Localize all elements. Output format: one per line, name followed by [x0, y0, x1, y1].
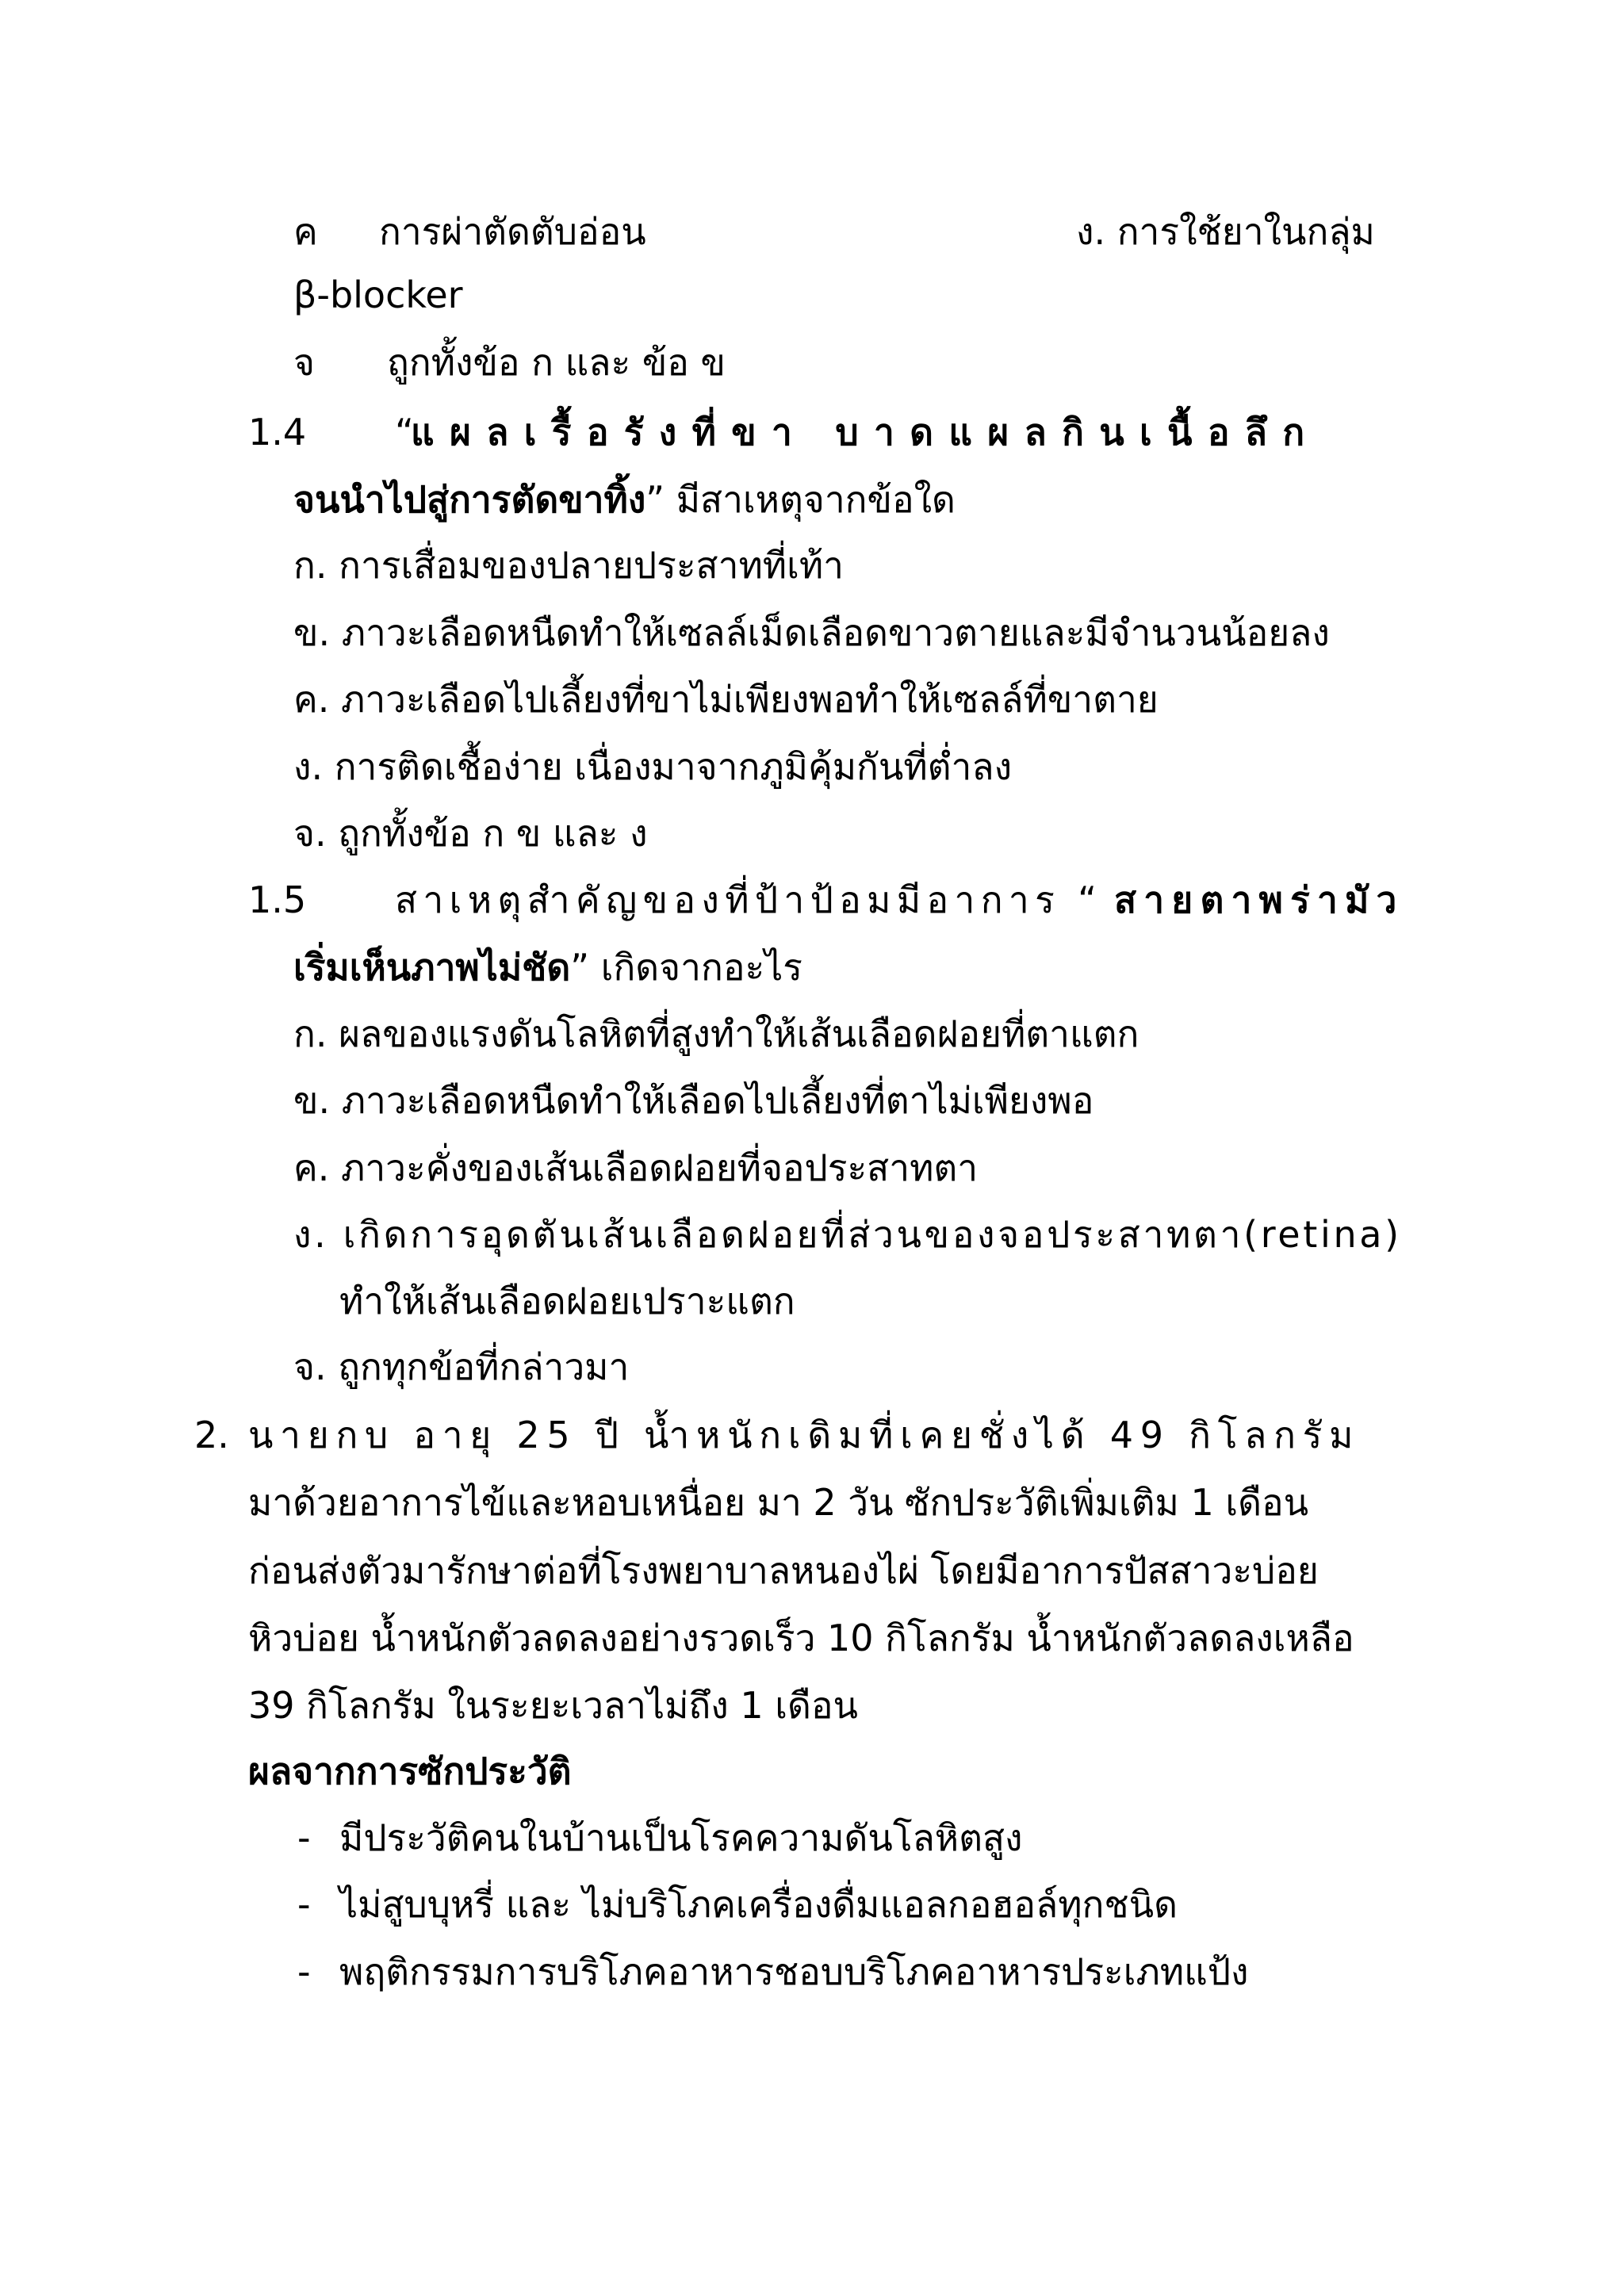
- q1-5-question-rest: ” เกิดจากอะไร: [570, 946, 802, 989]
- q1-5-option-e: จ. ถูกทุกข้อที่กล่าวมา: [293, 1345, 630, 1388]
- q2-line1: นายกบ อายุ 25 ปี น้ำหนักเดิมที่เคยชั่งได้ 49 กิโลกรัม: [248, 1414, 1361, 1456]
- q1-5-option-a: ก. ผลของแรงดันโลหิตที่สูงทำให้เส้นเลือดฝอยที่ตาแตก: [293, 1012, 1139, 1055]
- q1-3-option-c-text: การผ่าตัดตับอ่อน: [379, 210, 646, 253]
- history-item-3: พฤติกรรมการบริโภคอาหารชอบบริโภคอาหารประเภทแป้ง: [339, 1950, 1249, 1993]
- q1-4-bold-part2: จนนำไปสู่การตัดขาทิ้ง: [293, 478, 646, 521]
- q1-3-option-d: ง. การใช้ยาในกลุ่ม: [1076, 210, 1375, 253]
- q1-5-lead: สาเหตุสำคัญของที่ป้าป้อมมีอาการ “: [395, 878, 1103, 921]
- q1-3-option-e-letter: จ: [293, 341, 315, 384]
- q1-5-option-d-line2: ทำให้เส้นเลือดฝอยเปราะแตก: [339, 1280, 795, 1322]
- q1-4-option-b: ข. ภาวะเลือดหนืดทำให้เซลล์เม็ดเลือดขาวตายและมีจำนวนน้อยลง: [293, 611, 1330, 654]
- q1-4-bold-part1: แผลเรื้อรังที่ขา บาดแผลกินเนื้อลึก: [411, 411, 1320, 453]
- q2-line2: มาด้วยอาการไข้และหอบเหนื่อย มา 2 วัน ซักประวัติเพิ่มเติม 1 เดือน: [248, 1481, 1309, 1524]
- bullet-dash: -: [297, 1883, 311, 1926]
- q1-4-number: 1.4: [248, 411, 307, 453]
- beta-blocker-text: β-blocker: [293, 274, 463, 316]
- q2-line5: 39 กิโลกรัม ในระยะเวลาไม่ถึง 1 เดือน: [248, 1684, 858, 1727]
- history-item-2: ไม่สูบบุหรี่ และ ไม่บริโภคเครื่องดื่มแอลกอฮอล์ทุกชนิด: [339, 1883, 1178, 1926]
- q1-5-option-d-line1: ง. เกิดการอุดตันเส้นเลือดฝอยที่ส่วนของจอประสาทตา(retina): [293, 1213, 1402, 1256]
- history-item-1: มีประวัติคนในบ้านเป็นโรคความดันโลหิตสูง: [339, 1816, 1023, 1859]
- q2-line4: หิวบ่อย น้ำหนักตัวลดลงอย่างรวดเร็ว 10 กิโลกรัม น้ำหนักตัวลดลงเหลือ: [248, 1617, 1354, 1659]
- q1-5-option-b: ข. ภาวะเลือดหนืดทำให้เลือดไปเลี้ยงที่ตาไม่เพียงพอ: [293, 1079, 1094, 1122]
- q2-number: 2.: [194, 1414, 229, 1456]
- q1-5-number: 1.5: [248, 878, 307, 921]
- q1-4-option-e: จ. ถูกทั้งข้อ ก ข และ ง: [293, 812, 648, 855]
- q1-5-bold-part1: สายตาพร่ามัว: [1114, 878, 1404, 921]
- bullet-dash: -: [297, 1816, 311, 1859]
- history-heading: ผลจากการซักประวัติ: [248, 1750, 572, 1793]
- q1-4-option-a: ก. การเสื่อมของปลายประสาทที่เท้า: [293, 544, 844, 587]
- q1-3-option-c-letter: ค: [293, 210, 318, 253]
- q1-4-option-d: ง. การติดเชื้อง่าย เนื่องมาจากภูมิคุ้มกันที่ต่ำลง: [293, 745, 1013, 788]
- q1-5-option-c: ค. ภาวะคั่งของเส้นเลือดฝอยที่จอประสาทตา: [293, 1146, 979, 1189]
- q1-4-question-rest: ” มีสาเหตุจากข้อใด: [645, 478, 956, 521]
- q2-line3: ก่อนส่งตัวมารักษาต่อที่โรงพยาบาลหนองไผ่ โดยมีอาการปัสสาวะบ่อย: [248, 1549, 1319, 1592]
- q1-4-option-c: ค. ภาวะเลือดไปเลี้ยงที่ขาไม่เพียงพอทำให้เซลล์ที่ขาตาย: [293, 678, 1159, 721]
- q1-4-quote-open: “: [395, 411, 414, 453]
- bullet-dash: -: [297, 1950, 311, 1993]
- q1-5-bold-part2: เริ่มเห็นภาพไม่ชัด: [293, 946, 571, 989]
- q1-3-option-e-text: ถูกทั้งข้อ ก และ ข้อ ข: [387, 341, 726, 384]
